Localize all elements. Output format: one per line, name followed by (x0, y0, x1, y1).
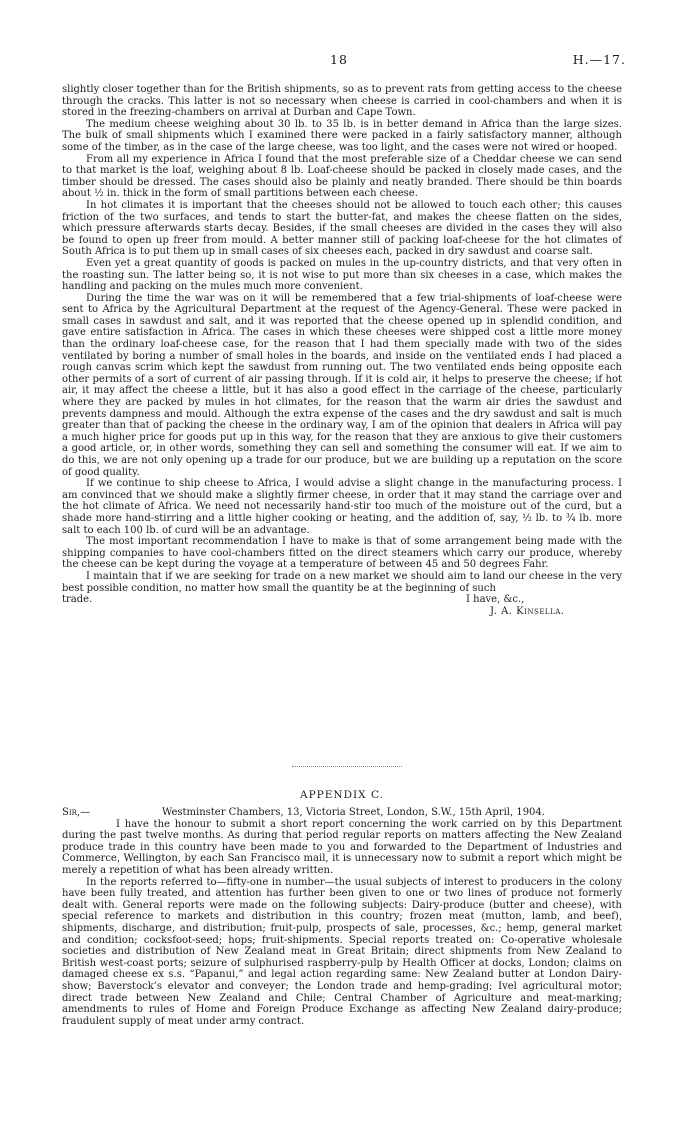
page-header (62, 0, 626, 67)
address-date: Westminster Chambers, 13, Victoria Street, London, S.W., 15th April, 1904. (162, 807, 545, 818)
report-paragraph: During the time the war was on it will be remembered that a few trial-shipments of loaf-cheese were sent to Africa by the Agricultural Department at the request of the Agency-General. These were packed in small cases in sawdust and salt, and it was reported that the cheese opened up in splendid condition, and gave entire satisfaction in Africa. The cases in which these cheeses were shipped cost a little more money than the ordinary loaf-cheese case, for the reason that I had them specially made with two of the sides ventilated by boring a number of small holes in the boards, and inside on the ventilated ends I had placed a rough canvas scrim which kept the sawdust from running out. The two ventilated ends being opposite each other permits of a sort of current of air passing through. If it is cold air, it helps to preserve the cheese; if hot air, it may affect the cheese a little, but it has also a good effect in the carriage of the cheese, particularly where they are packed by mules in hot climates, for the reason that the warm air dries the sawdust and prevents dampness and mould. Although the extra expense of the cases and the dry sawdust and salt is much greater than that of packing the cheese in the ordinary way, I am of the opinion that dealers in Africa will pay a much higher price for goods put up in this way, for the reason that they are anxious to give their customers a good article, or, in other words, something they can sell and something the consumer will eat. If we aim to do this, we are not only opening up a trade for our produce, but we are building up a reputation on the score of good quality. (62, 292, 622, 478)
report-paragraph: In hot climates it is important that the cheeses should not be allowed to touch each other; this causes friction of the two surfaces, and tends to start the butter-fat, and makes the cheese flatten on the sides, which pressure afterwards starts decay. Besides, if the small cheeses are divided in the cases they will also be found to open up freer from mould. A better manner still of packing loaf-cheese for the hot climates of South Africa is to put them up in small cases of six cheeses each, packed in dry sawdust and coarse salt. (62, 199, 622, 258)
closing-word: trade. (62, 594, 93, 606)
document-reference: H.—17. (572, 52, 626, 67)
appendix-paragraph: I have the honour to submit a short report concerning the work carried on by this Department during the past twelve months. As during that period regular reports on matters affecting the New Zealand produce trade in this country have been made to you and forwarded to the Department of Industries and Commerce, Wellington, by each San Francisco mail, it is unnecessary now to submit a report which might be merely a repetition of what has been already written. (62, 818, 622, 876)
letter-heading (62, 807, 622, 819)
report-paragraph: The most important recommendation I have to make is that of some arrangement being made with the shipping companies to have cool-chambers fitted on the direct steamers which carry our produce, whereby the cheese can be kept during the voyage at a temperature of between 45 and 50 degrees Fahr. (62, 536, 622, 571)
signoff-block (62, 594, 622, 618)
report-paragraph: If we continue to ship cheese to Africa, I would advise a slight change in the manufacturing process. I am convinced that we should make a slightly firmer cheese, in order that it may stand the carriage over and the hot climate of Africa. We need not necessarily hand-stir too much of the moisture out of the curd, but a shade more hand-stirring and a little higher cooking or heating, and the addition of, say, ½ lb. to ¾ lb. more salt to each 100 lb. of curd will be an advantage. (62, 478, 622, 536)
report-paragraph: From all my experience in Africa I found that the most preferable size of a Cheddar cheese we can send to that market is the loaf, weighing about 8 lb. Loaf-cheese should be packed in closely made cases, and the timber should be dressed. The cases should also be plainly and neatly branded. There should be thin boards about ½ in. thick in the form of small partitions between each cheese. (62, 153, 622, 200)
appendix-body (62, 807, 622, 1027)
report-body (62, 84, 622, 618)
section-divider (292, 766, 402, 767)
report-paragraph: Even yet a great quantity of goods is packed on mules in the up-country districts, and that very often in the roasting sun. The latter being so, it is not wise to put more than six cheeses in a case, which makes the handling and packing on the mules much more convenient. (62, 257, 622, 293)
page-number: 18 (330, 52, 348, 67)
report-paragraph: slightly closer together than for the British shipments, so as to prevent rats from getting access to the cheese through the cracks. This latter is not so necessary when cheese is carried in cool-chambers and when it is stored in the freezing-chambers on arrival at Durban and Cape Town. (62, 84, 622, 119)
signature: J. A. Kinsella. (490, 605, 565, 617)
closing-formula: I have, &c., (466, 594, 525, 606)
appendix-paragraph: In the reports referred to—fifty-one in number—the usual subjects of interest to producers in the colony have been fully treated, and attention has further been given to one or two lines of produce not formerly dealt with. General reports were made on the following subjects: Dairy-produce (butter and cheese), with special reference to markets and distribution in this country; frozen meat (mutton, lamb, and beef), shipments, discharge, and distribution; fruit-pulp, prospects of sale, processes, &c.; hemp, general market and condition; cocksfoot-seed; hops; fruit-shipments. Special reports treated on: Co-operative wholesale societies and distribution of New Zealand meat in Great Britain; direct shipments from New Zealand to British west-coast ports; seizure of sulphurised raspberry-pulp by Health Officer at docks, London; claims on damaged cheese ex s.s. “Papanui,” and legal action regarding same: New Zealand butter at London Dairy-show; Baverstock’s elevator and conveyer; the London trade and hemp-grading; Ivel agricultural motor; direct trade between New Zealand and Chile; Central Chamber of Agriculture and meat-marking; amendments to rules of Home and Foreign Produce Exchange as affecting New Zealand dairy-produce; fraudulent supply of meat under army contract. (62, 876, 622, 1027)
salutation: Sir,— (62, 807, 91, 818)
appendix-title: APPENDIX C. (300, 789, 384, 801)
document-page (62, 0, 626, 1027)
report-paragraph: The medium cheese weighing about 30 lb. to 35 lb. is in better demand in Africa than the large sizes. The bulk of small shipments which I examined there were packed in a fairly satisfactory manner, although some of the timber, as in the case of the large cheese, was too light, and the cases were not wired or hooped. (62, 118, 622, 153)
report-paragraph: I maintain that if we are seeking for trade on a new market we should aim to land our cheese in the very best possible condition, no matter how small the quantity be at the beginning of such (62, 570, 622, 594)
